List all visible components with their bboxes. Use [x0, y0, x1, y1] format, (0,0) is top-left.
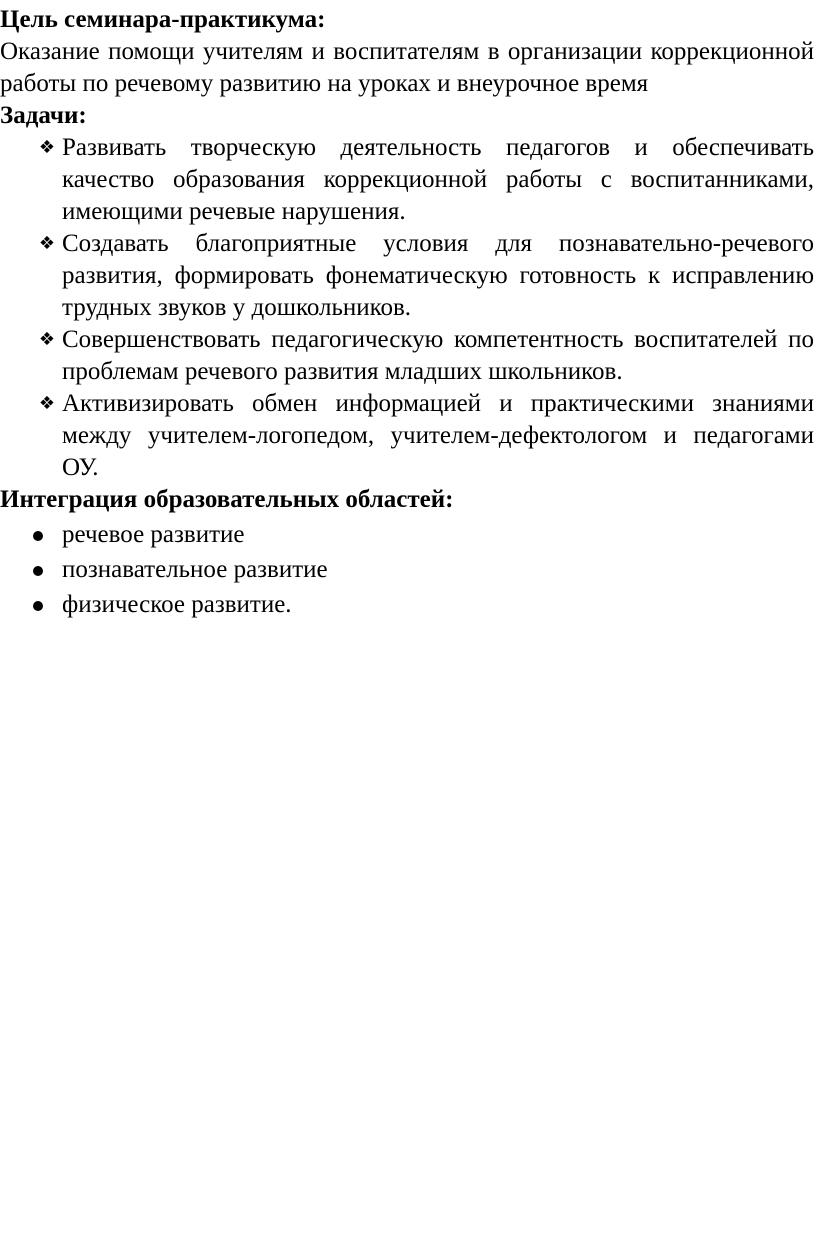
integration-item-text: речевое развитие [62, 521, 245, 548]
bullet-dot-icon [33, 531, 43, 541]
diamond-bullet-icon: ❖ [38, 329, 56, 350]
tasks-list [0, 132, 814, 484]
task-item [0, 132, 814, 228]
task-item-text: Совершенствовать педагогическую компетентность воспитателей по проблемам речевого развития младших школьников. [62, 326, 814, 385]
bullet-dot-icon [33, 566, 43, 576]
integration-item [0, 589, 814, 621]
diamond-bullet-icon: ❖ [38, 233, 56, 254]
integration-item-text: физическое развитие. [62, 591, 292, 618]
goal-text: Оказание помощи учителям и воспитателям в организации коррекционной работы по речевому развитию на уроках и внеурочное время [0, 38, 814, 97]
integration-item [0, 554, 814, 586]
bullet-dot-icon [33, 601, 43, 611]
document-page [0, 4, 814, 624]
task-item-text: Создавать благоприятные условия для познавательно-речевого развития, формировать фонематическую готовность к исправлению трудных звуков у дошкольников. [62, 230, 814, 321]
tasks-heading: Задачи: [0, 102, 87, 129]
integration-list [0, 519, 814, 621]
task-item [0, 324, 814, 388]
integration-item-text: познавательное развитие [62, 556, 328, 583]
integration-heading: Интеграция образовательных областей: [0, 486, 454, 513]
goal-heading: Цель семинара-практикума: [0, 6, 326, 33]
integration-item [0, 519, 814, 551]
task-item-text: Развивать творческую деятельность педагогов и обеспечивать качество образования коррекционной работы с воспитанниками, имеющими речевые нарушения. [62, 134, 814, 225]
diamond-bullet-icon: ❖ [38, 393, 56, 414]
task-item [0, 228, 814, 324]
task-item [0, 388, 814, 484]
diamond-bullet-icon: ❖ [38, 137, 56, 158]
task-item-text: Активизировать обмен информацией и практическими знаниями между учителем-логопедом, учителем-дефектологом и педагогами ОУ. [62, 390, 814, 481]
